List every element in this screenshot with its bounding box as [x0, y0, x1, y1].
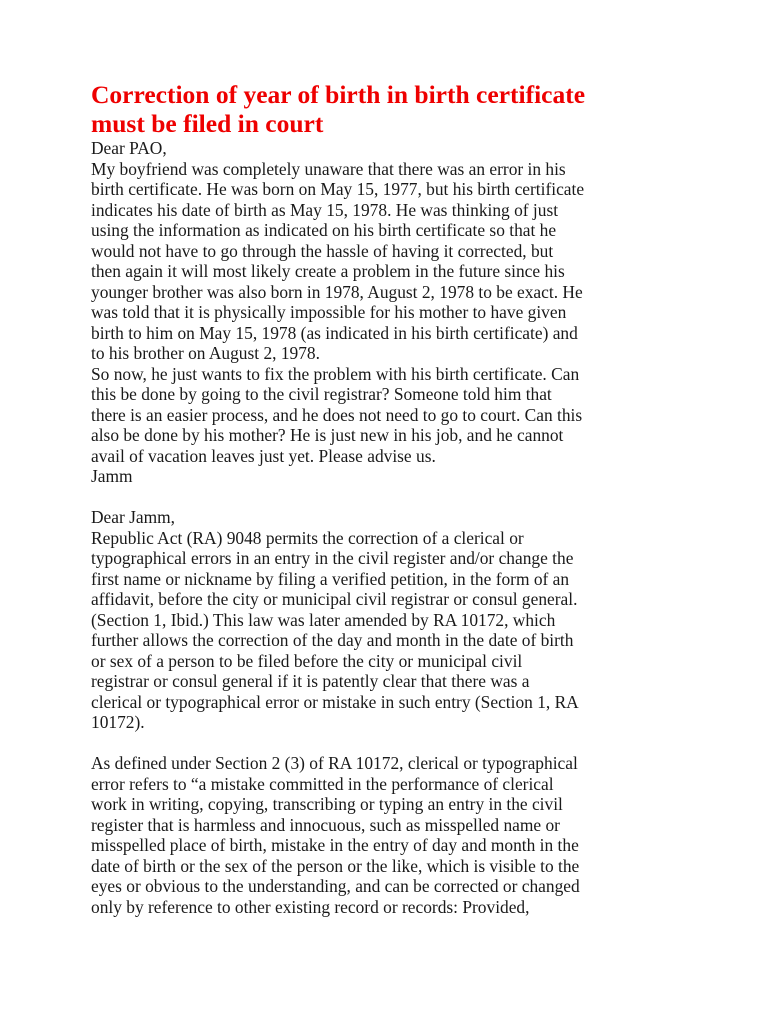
text-line: indicates his date of birth as May 15, 1978. He was thinking of just: [91, 199, 559, 220]
text-line: further allows the correction of the day and month in the date of birth: [91, 630, 574, 650]
document-page: [91, 80, 691, 917]
text-line: or sex of a person to be filed before the city or municipal civil: [91, 650, 523, 671]
letter-paragraph: [91, 364, 691, 467]
text-line: only by reference to other existing record or records: Provided,: [91, 896, 530, 917]
text-line: eyes or obvious to the understanding, and can be corrected or changed: [91, 876, 580, 896]
text-line: younger brother was also born in 1978, August 2, 1978 to be exact. He: [91, 281, 583, 302]
text-line: date of birth or the sex of the person or the like, which is visible to the: [91, 855, 580, 876]
text-line: So now, he just wants to fix the problem with his birth certificate. Can: [91, 363, 580, 384]
blank-line: [91, 733, 691, 754]
text-line: there is an easier process, and he does not need to go to court. Can this: [91, 404, 583, 425]
text-line: first name or nickname by filing a verified petition, in the form of an: [91, 568, 570, 589]
reply-section: [91, 507, 691, 917]
reply-salutation: Dear Jamm,: [91, 507, 176, 527]
text-line: using the information as indicated on his birth certificate so that he: [91, 220, 557, 240]
text-line: would not have to go through the hassle of having it corrected, but: [91, 240, 554, 261]
text-line: 10172).: [91, 712, 145, 732]
text-line: affidavit, before the city or municipal civil registrar or consul general.: [91, 589, 578, 609]
letter-salutation: Dear PAO,: [91, 138, 167, 158]
text-line: to his brother on August 2, 1978.: [91, 343, 320, 363]
letter-signature: Jamm: [91, 466, 133, 486]
text-line: misspelled place of birth, mistake in the entry of day and month in the: [91, 835, 579, 855]
title-line: must be filed in court: [91, 109, 324, 138]
text-line: Republic Act (RA) 9048 permits the correction of a clerical or: [91, 527, 524, 548]
text-line: work in writing, copying, transcribing or typing an entry in the civil: [91, 794, 563, 814]
document-title: [91, 80, 691, 138]
text-line: then again it will most likely create a problem in the future since his: [91, 261, 565, 281]
text-line: As defined under Section 2 (3) of RA 10172, clerical or typographical: [91, 753, 578, 773]
text-line: birth to him on May 15, 1978 (as indicated in his birth certificate) and: [91, 322, 578, 343]
text-line: register that is harmless and innocuous, such as misspelled name or: [91, 814, 560, 835]
text-line: also be done by his mother? He is just new in his job, and he cannot: [91, 425, 564, 445]
letter-paragraph: [91, 159, 691, 364]
text-line: birth certificate. He was born on May 15, 1977, but his birth certificate: [91, 179, 585, 199]
reply-paragraph: [91, 528, 691, 733]
title-line: Correction of year of birth in birth certificate: [91, 80, 586, 109]
text-line: clerical or typographical error or mistake in such entry (Section 1, RA: [91, 691, 579, 712]
text-line: registrar or consul general if it is patently clear that there was a: [91, 671, 530, 691]
text-line: was told that it is physically impossible for his mother to have given: [91, 302, 567, 322]
letter-section: [91, 138, 691, 487]
text-line: (Section 1, Ibid.) This law was later amended by RA 10172, which: [91, 609, 556, 630]
text-line: error refers to “a mistake committed in the performance of clerical: [91, 773, 554, 794]
text-line: My boyfriend was completely unaware that there was an error in his: [91, 158, 566, 179]
text-line: this be done by going to the civil registrar? Someone told him that: [91, 384, 552, 404]
text-line: typographical errors in an entry in the civil register and/or change the: [91, 548, 574, 568]
text-line: avail of vacation leaves just yet. Please advise us.: [91, 445, 436, 466]
blank-line: [91, 487, 691, 508]
reply-paragraph: [91, 753, 691, 917]
